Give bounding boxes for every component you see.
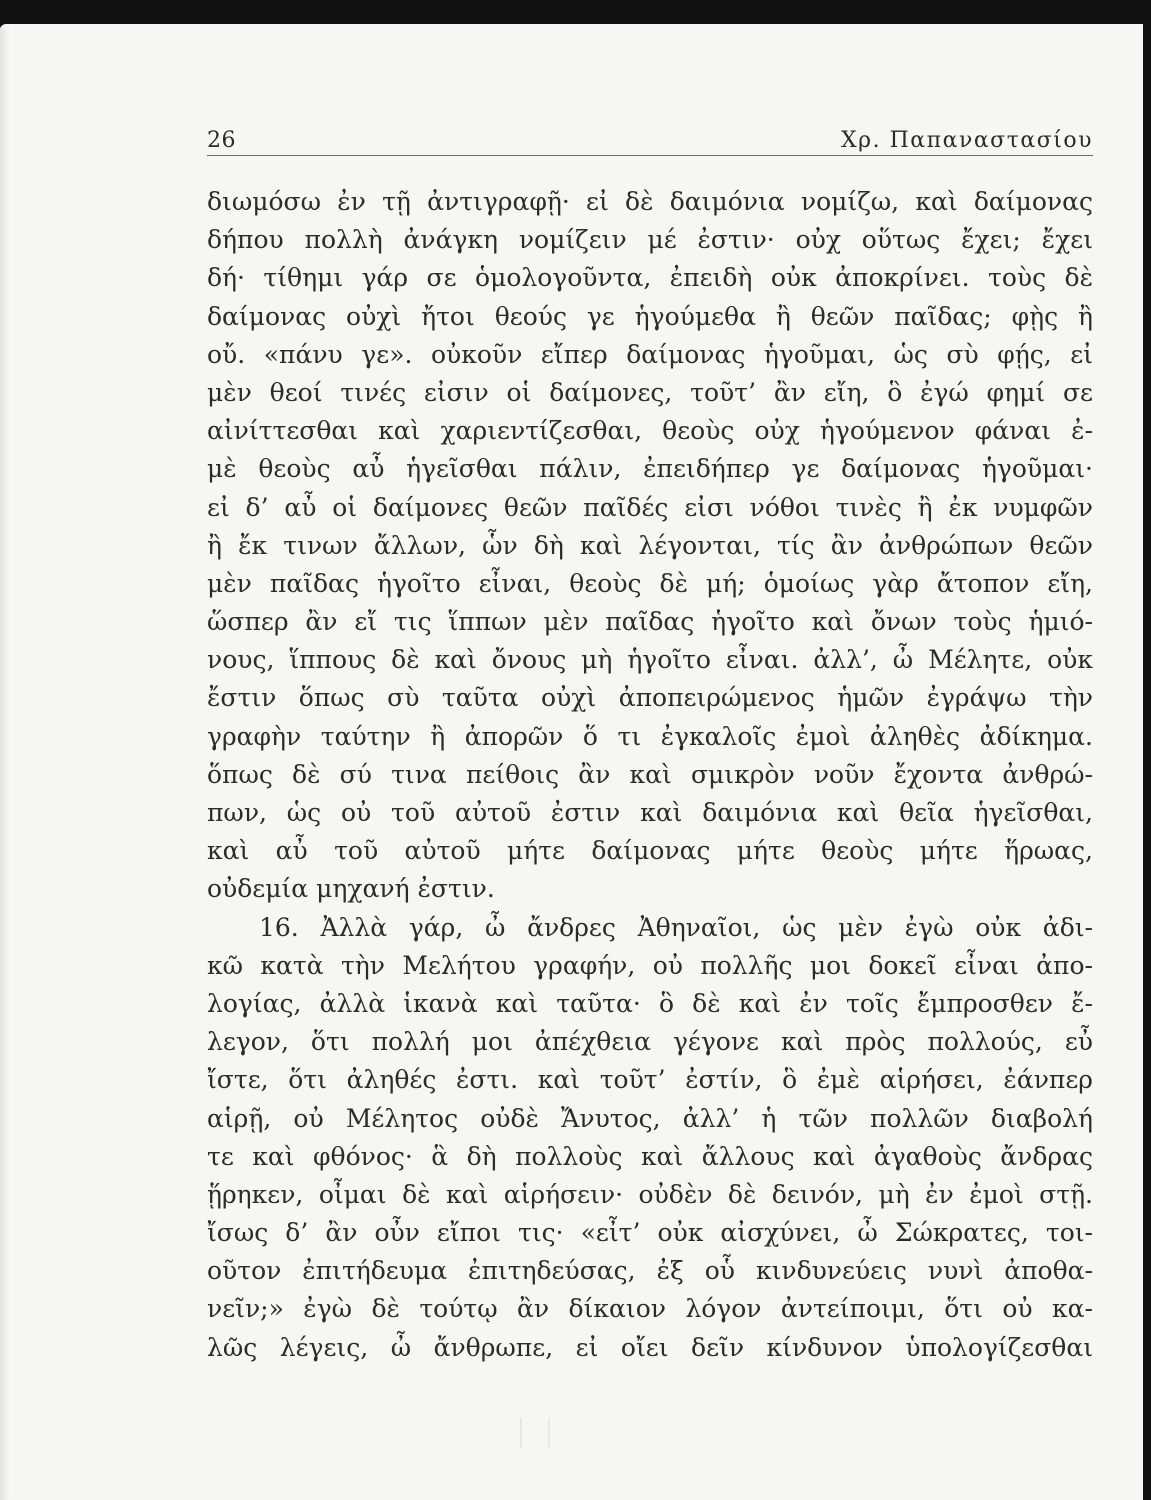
text-line: ᾕρηκεν, οἶμαι δὲ καὶ αἱρήσειν· οὐδὲν δὲ δεινόν, μὴ ἐν ἐμοὶ στῇ. bbox=[207, 1179, 1093, 1209]
text-line: καὶ αὖ τοῦ αὐτοῦ μήτε δαίμονας μήτε θεοὺς μήτε ἥρωας, bbox=[207, 836, 1093, 866]
text-line: μὲν παῖδας ἡγοῖτο εἶναι, θεοὺς δὲ μή; ὁμοίως γὰρ ἄτοπον εἴη, bbox=[207, 568, 1093, 598]
paragraph bbox=[207, 183, 1093, 909]
text-line: λογίας, ἀλλὰ ἱκανὰ καὶ ταῦτα· ὃ δὲ καὶ ἐν τοῖς ἔμπροσθεν ἔ- bbox=[207, 988, 1093, 1018]
text-line: δή· τίθημι γάρ σε ὁμολογοῦντα, ἐπειδὴ οὐκ ἀποκρίνει. τοὺς δὲ bbox=[207, 263, 1093, 293]
paper-left-edge bbox=[0, 28, 10, 1500]
text-line: ὅπως δὲ σύ τινα πείθοις ἂν καὶ σμικρὸν νοῦν ἔχοντα ἀνθρώ- bbox=[207, 759, 1093, 789]
text-line: τε καὶ φθόνος· ἃ δὴ πολλοὺς καὶ ἄλλους καὶ ἀγαθοὺς ἄνδρας bbox=[207, 1141, 1093, 1171]
text-line: λεγον, ὅτι πολλή μοι ἀπέχθεια γέγονε καὶ πρὸς πολλούς, εὖ bbox=[207, 1027, 1093, 1057]
running-head bbox=[207, 124, 1093, 156]
text-line: οὔ. «πάνυ γε». οὐκοῦν εἴπερ δαίμονας ἡγοῦμαι, ὡς σὺ φῄς, εἰ bbox=[207, 339, 1093, 369]
body-text bbox=[207, 183, 1093, 1367]
text-line: 16. Ἀλλὰ γάρ, ὦ ἄνδρες Ἀθηναῖοι, ὡς μὲν ἐγὼ οὐκ ἀδι- bbox=[259, 912, 1093, 942]
text-line: ἔστιν ὅπως σὺ ταῦτα οὐχὶ ἀποπειρώμενος ἡμῶν ἐγράψω τὴν bbox=[207, 683, 1093, 713]
text-line: νεῖν;» ἐγὼ δὲ τούτῳ ἂν δίκαιον λόγον ἀντείποιμι, ὅτι οὐ κα- bbox=[207, 1294, 1093, 1324]
running-title: Χρ. Παπαναστασίου bbox=[841, 128, 1093, 153]
text-line: ἢ ἔκ τινων ἄλλων, ὧν δὴ καὶ λέγονται, τίς ἂν ἀνθρώπων θεῶν bbox=[207, 530, 1093, 560]
text-line: κῶ κατὰ τὴν Μελήτου γραφήν, οὐ πολλῆς μοι δοκεῖ εἶναι ἀπο- bbox=[207, 950, 1093, 980]
header-rule bbox=[207, 155, 1093, 156]
text-line: αἱρῇ, οὐ Μέλητος οὐδὲ Ἄνυτος, ἀλλ’ ἡ τῶν πολλῶν διαβολή bbox=[207, 1103, 1093, 1133]
text-line: ἴσως δ’ ἂν οὖν εἴποι τις· «εἶτ’ οὐκ αἰσχύνει, ὦ Σώκρατες, τοι- bbox=[207, 1218, 1093, 1248]
text-line: αἰνίττεσθαι καὶ χαριεντίζεσθαι, θεοὺς οὐχ ἡγούμενον φάναι ἐ- bbox=[207, 416, 1093, 446]
text-line: δήπου πολλὴ ἀνάγκη νομίζειν μέ ἐστιν· οὐχ οὕτως ἔχει; ἔχει bbox=[207, 225, 1093, 255]
text-line: νους, ἵππους δὲ καὶ ὄνους μὴ ἡγοῖτο εἶναι. ἀλλ’, ὦ Μέλητε, οὐκ bbox=[207, 645, 1093, 675]
text-line: μὲ θεοὺς αὖ ἡγεῖσθαι πάλιν, ἐπειδήπερ γε δαίμονας ἡγοῦμαι· bbox=[207, 454, 1093, 484]
text-line: λῶς λέγεις, ὦ ἄνθρωπε, εἰ οἴει δεῖν κίνδυνον ὑπολογίζεσθαι bbox=[207, 1332, 1093, 1362]
text-line: οὐδεμία μηχανή ἐστιν. bbox=[207, 874, 495, 904]
text-line: μὲν θεοί τινές εἰσιν οἱ δαίμονες, τοῦτ’ ἂν εἴη, ὃ ἐγώ φημί σε bbox=[207, 377, 1093, 407]
text-line: οῦτον ἐπιτήδευμα ἐπιτηδεύσας, ἐξ οὗ κινδυνεύεις νυνὶ ἀποθα- bbox=[207, 1256, 1093, 1286]
show-through-mark bbox=[520, 1418, 550, 1448]
page-number: 26 bbox=[207, 128, 236, 153]
text-line: δαίμονας οὐχὶ ἤτοι θεούς γε ἡγούμεθα ἢ θεῶν παῖδας; φῂς ἢ bbox=[207, 301, 1093, 331]
text-line: γραφὴν ταύτην ἢ ἀπορῶν ὅ τι ἐγκαλοῖς ἐμοὶ ἀληθὲς ἀδίκημα. bbox=[207, 721, 1093, 751]
text-line: ὥσπερ ἂν εἴ τις ἵππων μὲν παῖδας ἡγοῖτο καὶ ὄνων τοὺς ἡμιό- bbox=[207, 607, 1093, 637]
text-line: ἴστε, ὅτι ἀληθές ἐστι. καὶ τοῦτ’ ἐστίν, ὃ ἐμὲ αἱρήσει, ἐάνπερ bbox=[207, 1065, 1093, 1095]
text-line: διωμόσω ἐν τῇ ἀντιγραφῇ· εἰ δὲ δαιμόνια νομίζω, καὶ δαίμονας bbox=[207, 187, 1093, 216]
text-line: εἰ δ’ αὖ οἱ δαίμονες θεῶν παῖδές εἰσι νόθοι τινὲς ἢ ἐκ νυμφῶν bbox=[207, 492, 1093, 522]
text-line: πων, ὡς οὐ τοῦ αὐτοῦ ἐστιν καὶ δαιμόνια καὶ θεῖα ἡγεῖσθαι, bbox=[207, 798, 1093, 827]
paragraph bbox=[207, 909, 1093, 1367]
